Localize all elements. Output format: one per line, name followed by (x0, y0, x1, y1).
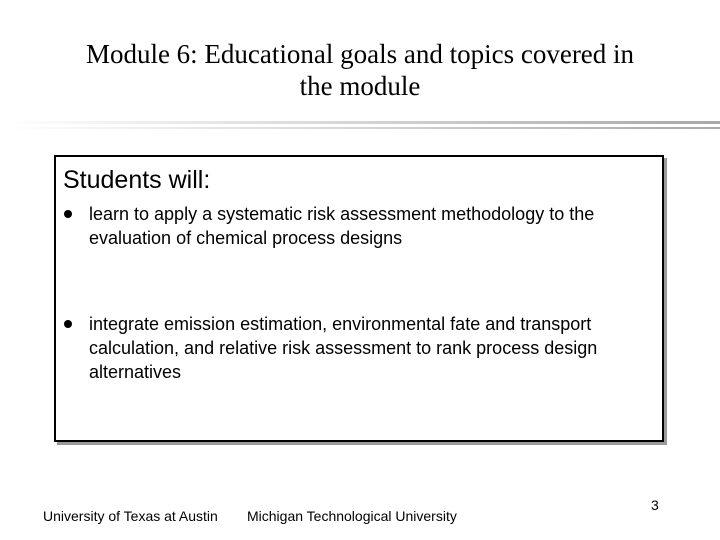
title-divider-top (0, 121, 720, 124)
slide-title (0, 38, 720, 102)
footer-center-institution: Michigan Technological University (247, 508, 457, 524)
slide-title-line-1: Module 6: Educational goals and topics covered in (85, 39, 635, 69)
footer-left-institution: University of Texas at Austin (43, 508, 218, 524)
bullet-dot-icon (64, 210, 72, 218)
content-box (54, 155, 664, 442)
title-divider-bottom (0, 127, 720, 129)
content-heading: Students will: (63, 166, 211, 194)
bullet-dot-icon (64, 320, 72, 328)
bullet-text: integrate emission estimation, environmental fate and transport calculation, and relative risk assessment to rank process design alternatives (89, 314, 598, 382)
slide-title-line-2: the module (299, 71, 421, 101)
bullet-text: learn to apply a systematic risk assessment methodology to the evaluation of chemical process designs (89, 204, 595, 248)
page-number: 3 (651, 497, 659, 513)
